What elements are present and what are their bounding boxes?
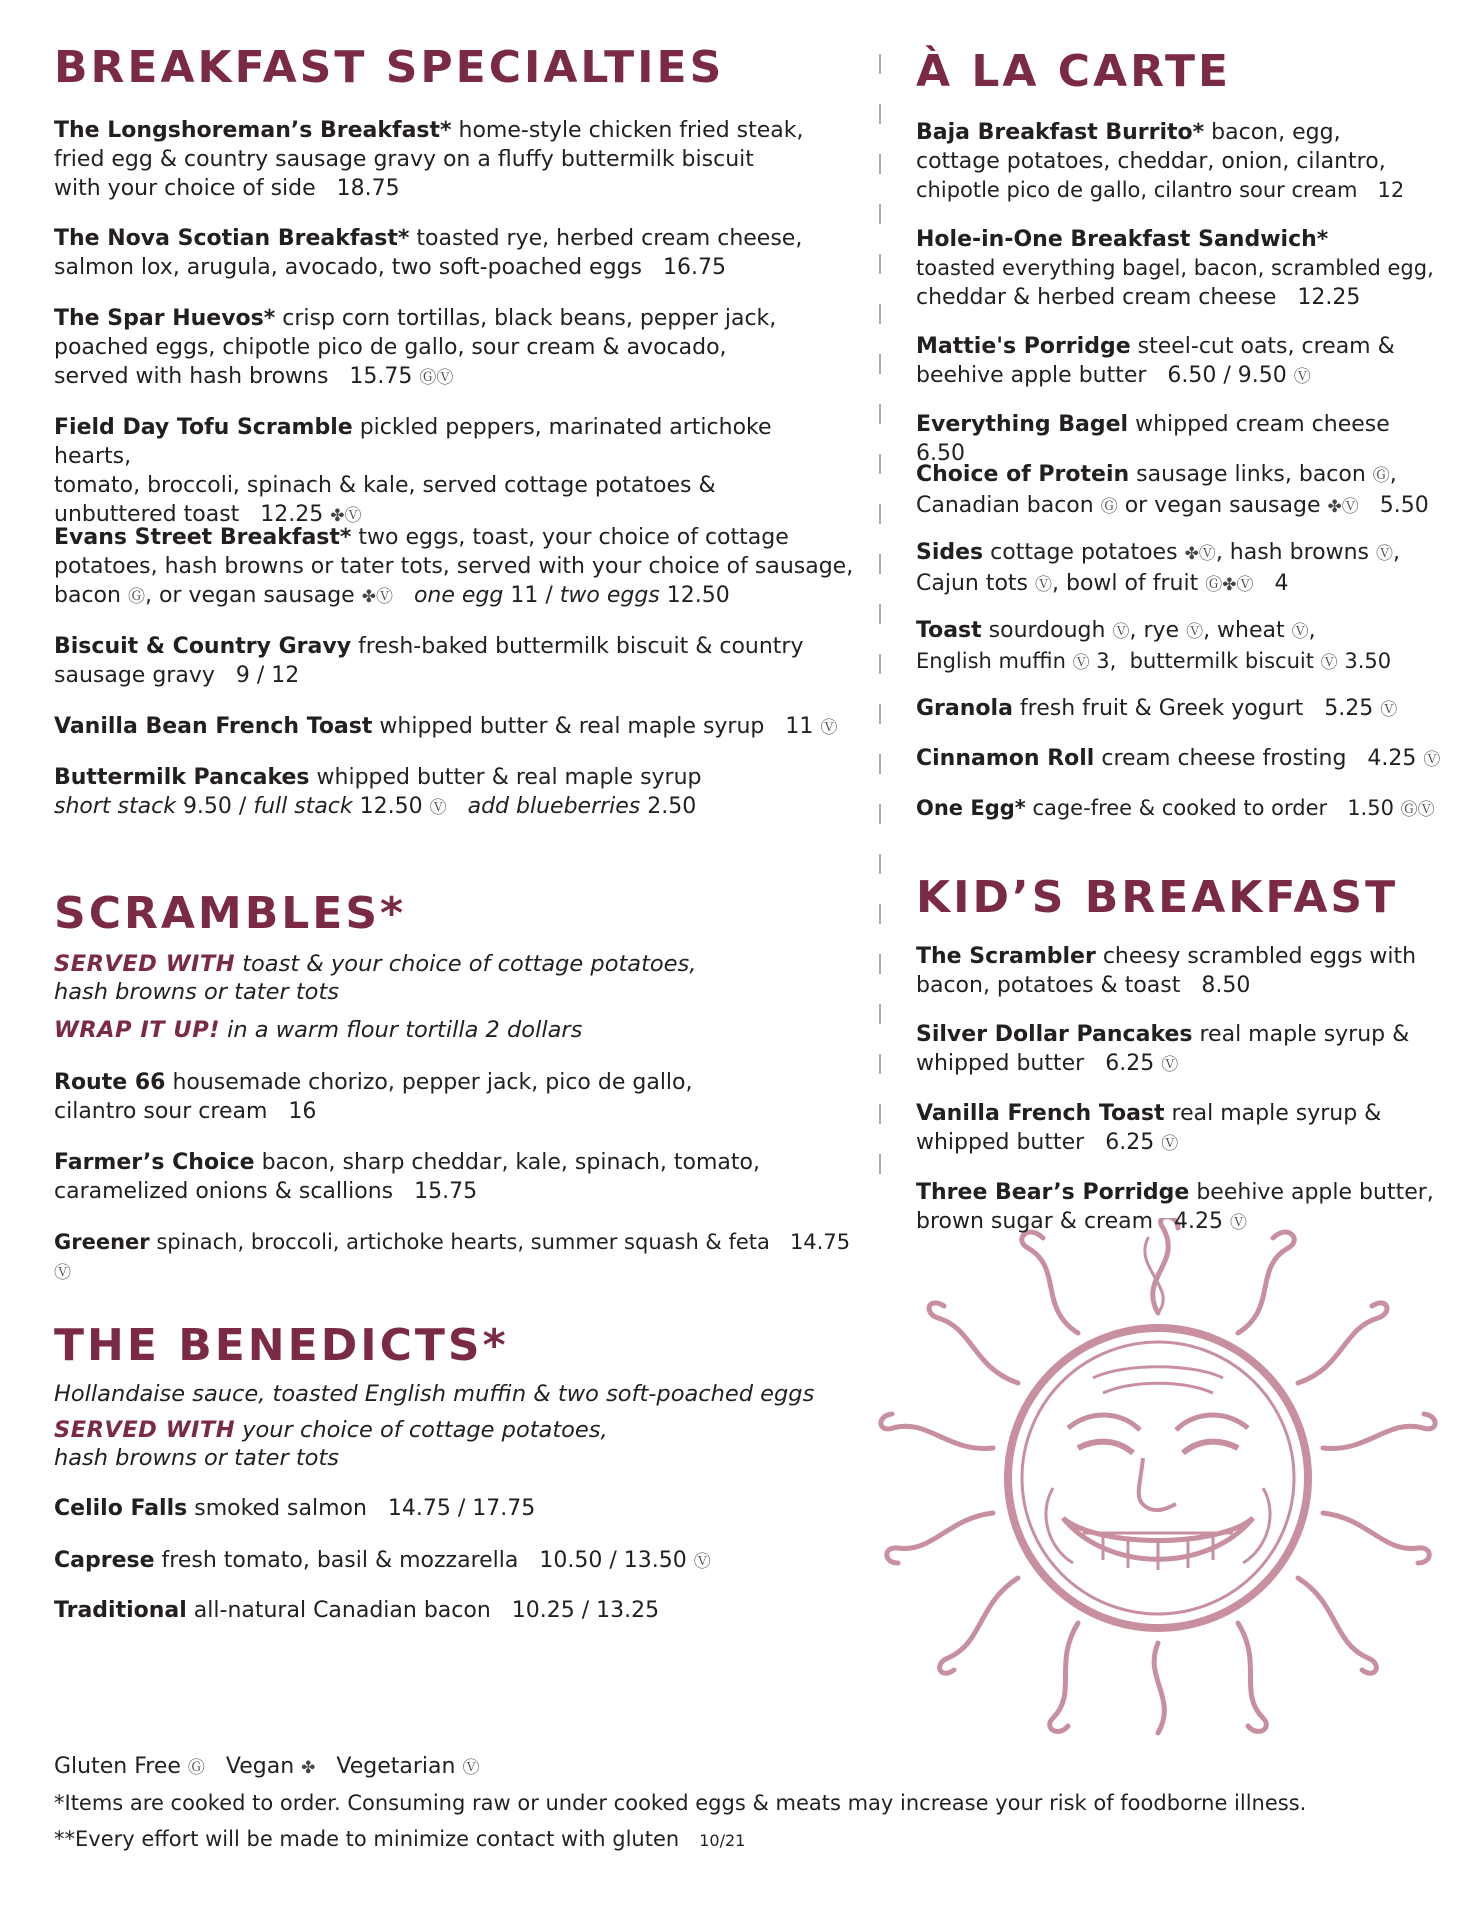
menu-date: 10/21 bbox=[699, 1831, 746, 1850]
item-desc: cottage potatoes, cheddar, onion, cilantro, bbox=[916, 149, 1386, 174]
item-desc: brown sugar & cream bbox=[916, 1209, 1154, 1234]
item-price: 15.75 bbox=[349, 364, 413, 389]
item-desc: crisp corn tortillas, black beans, pepper jack, bbox=[282, 306, 777, 331]
item-desc: fresh-baked buttermilk biscuit & country bbox=[358, 634, 804, 659]
two-eggs-price: 12.50 bbox=[666, 583, 730, 608]
gluten-free-icon: Ⓖ bbox=[1372, 466, 1390, 486]
item-desc: whipped cream cheese bbox=[1135, 412, 1390, 437]
item-price: 1.50 bbox=[1347, 796, 1394, 820]
divider-tick bbox=[879, 554, 881, 574]
item-name: Buttermilk Pancakes bbox=[54, 765, 310, 790]
menu-item-tofu-scramble bbox=[54, 413, 854, 531]
item-price: 5.50 bbox=[1379, 493, 1429, 518]
item-price: 6.50 bbox=[916, 441, 965, 466]
item-name: Vanilla French Toast bbox=[916, 1101, 1165, 1126]
divider-tick bbox=[879, 104, 881, 124]
divider-tick bbox=[879, 1154, 881, 1174]
item-name: Traditional bbox=[54, 1598, 187, 1623]
divider-tick bbox=[879, 704, 881, 724]
item-name: Greener bbox=[54, 1230, 150, 1254]
vegetarian-icon: Ⓥ bbox=[1293, 367, 1311, 387]
item-name: The Nova Scotian Breakfast* bbox=[54, 226, 410, 251]
item-desc: beehive apple butter, bbox=[1196, 1180, 1434, 1205]
divider-tick bbox=[879, 654, 881, 674]
gluten-free-icon: Ⓖ bbox=[127, 587, 145, 607]
menu-item-toast bbox=[916, 616, 1476, 678]
sun-rays bbox=[881, 1218, 1435, 1733]
menu-item-matties-porridge bbox=[916, 332, 1395, 392]
full-stack-label: full stack bbox=[253, 794, 353, 819]
vegetarian-icon: Ⓥ bbox=[820, 718, 838, 738]
divider-tick bbox=[879, 604, 881, 624]
item-price: 8.50 bbox=[1201, 973, 1251, 998]
item-price: 12 bbox=[1377, 178, 1405, 202]
divider-tick bbox=[879, 54, 881, 74]
item-desc: chipotle pico de gallo, cilantro sour cream bbox=[916, 178, 1358, 202]
dietary-icons: ⒼⓋ bbox=[419, 368, 454, 388]
item-name: Cinnamon Roll bbox=[916, 746, 1095, 771]
menu-item-hole-in-one bbox=[916, 225, 1456, 312]
item-price: 12.25 bbox=[260, 502, 324, 527]
item-price: 3, bbox=[1096, 649, 1117, 673]
menu-item-vanilla-bean-french-toast bbox=[54, 712, 837, 743]
item-price: 4.25 bbox=[1367, 746, 1417, 771]
item-name: Biscuit & Country Gravy bbox=[54, 634, 352, 659]
item-price: 6.25 bbox=[1105, 1130, 1155, 1155]
item-price: 10.50 / 13.50 bbox=[539, 1548, 687, 1573]
benedicts-heading: THE BENEDICTS* bbox=[54, 1320, 509, 1371]
menu-item-caprese bbox=[54, 1546, 711, 1577]
scrambles-heading: SCRAMBLES* bbox=[54, 888, 407, 939]
item-price: 6.25 bbox=[1105, 1051, 1155, 1076]
one-egg-label: one egg bbox=[413, 583, 504, 608]
vegetarian-icon: Ⓥ bbox=[1423, 750, 1441, 770]
vegan-vegetarian-icons: ✤Ⓥ bbox=[1184, 544, 1216, 564]
add-blueberries-price: 2.50 bbox=[647, 794, 697, 819]
item-price: 3.50 bbox=[1344, 649, 1392, 673]
scrambles-served-with bbox=[54, 950, 696, 1006]
vegetarian-icon: Ⓥ bbox=[1320, 653, 1338, 673]
gluten-free-label: Gluten Free bbox=[54, 1754, 181, 1779]
vegetarian-icon: Ⓥ bbox=[1161, 1134, 1179, 1154]
sun-face-illustration bbox=[878, 1218, 1438, 1738]
served-with-label: SERVED WITH bbox=[54, 1417, 236, 1443]
item-desc: whipped butter & real maple syrup bbox=[316, 765, 702, 790]
item-desc: spinach, broccoli, artichoke hearts, summer squash & feta bbox=[156, 1230, 770, 1254]
punctuation: , bbox=[1389, 462, 1397, 487]
menu-item-traditional bbox=[54, 1596, 659, 1625]
item-name: One Egg* bbox=[916, 796, 1026, 820]
menu-item-three-bears-porridge bbox=[916, 1178, 1434, 1238]
short-stack-price: 9.50 / bbox=[182, 794, 247, 819]
item-price: 6.50 / 9.50 bbox=[1167, 363, 1287, 388]
short-stack-label: short stack bbox=[54, 794, 176, 819]
divider-tick bbox=[879, 254, 881, 274]
footnote-gluten-text: **Every effort will be made to minimize contact with gluten bbox=[54, 1827, 680, 1851]
dietary-legend bbox=[54, 1752, 479, 1783]
menu-item-one-egg bbox=[916, 794, 1435, 825]
served-with-label: SERVED WITH bbox=[54, 951, 236, 977]
footnote-gluten bbox=[54, 1824, 745, 1856]
item-price: 18.75 bbox=[336, 176, 400, 201]
benedicts-served-with bbox=[54, 1416, 608, 1472]
item-name: Route 66 bbox=[54, 1070, 166, 1095]
item-name: Baja Breakfast Burrito* bbox=[916, 120, 1205, 145]
item-desc: caramelized onions & scallions bbox=[54, 1179, 394, 1204]
item-desc: salmon lox, arugula, avocado, two soft-poached eggs bbox=[54, 255, 642, 280]
divider-tick bbox=[879, 804, 881, 824]
item-price: 11 bbox=[785, 714, 814, 739]
dietary-icons: ⒼⓋ bbox=[1400, 800, 1435, 820]
menu-item-granola bbox=[916, 694, 1397, 725]
item-desc: , hash browns bbox=[1215, 540, 1370, 565]
vegan-icon: ✤ bbox=[301, 1758, 316, 1778]
gluten-free-icon: Ⓖ bbox=[1100, 497, 1118, 517]
item-name: Field Day Tofu Scramble bbox=[54, 415, 353, 440]
item-desc: whipped butter bbox=[916, 1051, 1085, 1076]
served-with-text: hash browns or tater tots bbox=[54, 979, 339, 1005]
two-eggs-label: two eggs bbox=[559, 583, 660, 608]
menu-item-silver-dollar-pancakes bbox=[916, 1020, 1409, 1080]
vegetarian-icon: Ⓥ bbox=[429, 798, 447, 818]
divider-tick bbox=[879, 954, 881, 974]
item-price: 16 bbox=[288, 1099, 317, 1124]
item-desc: cream cheese frosting bbox=[1101, 746, 1347, 771]
item-price: 16.75 bbox=[662, 255, 726, 280]
item-desc: cheddar & herbed cream cheese bbox=[916, 285, 1277, 310]
item-desc: real maple syrup & bbox=[1199, 1022, 1410, 1047]
item-desc: tomato, broccoli, spinach & kale, served cottage potatoes & bbox=[54, 473, 716, 498]
menu-item-greener bbox=[54, 1228, 854, 1288]
item-price: 4.25 bbox=[1174, 1209, 1224, 1234]
menu-item-longshoreman bbox=[54, 116, 804, 203]
vegetarian-icon: Ⓥ bbox=[1376, 544, 1394, 564]
item-name: Choice of Protein bbox=[916, 462, 1130, 487]
divider-tick bbox=[879, 204, 881, 224]
item-price: 10.25 / 13.25 bbox=[511, 1598, 660, 1623]
one-egg-price: 11 / bbox=[510, 583, 553, 608]
vegan-vegetarian-icons: ✤Ⓥ bbox=[361, 587, 393, 607]
item-desc: sausage links, bacon bbox=[1136, 462, 1366, 487]
item-desc: toasted rye, herbed cream cheese, bbox=[416, 226, 803, 251]
item-desc: sausage gravy bbox=[54, 663, 215, 688]
menu-item-celilo-falls bbox=[54, 1494, 535, 1523]
add-blueberries-label: add blueberries bbox=[467, 794, 641, 819]
sun-face bbox=[1008, 1328, 1308, 1628]
dietary-icons: Ⓖ✤Ⓥ bbox=[1205, 575, 1254, 595]
item-desc: bacon bbox=[54, 583, 121, 608]
item-desc: sourdough bbox=[988, 618, 1106, 643]
item-name: Three Bear’s Porridge bbox=[916, 1180, 1190, 1205]
menu-item-biscuit-gravy bbox=[54, 632, 803, 690]
item-desc: potatoes, hash browns or tater tots, served with your choice of sausage, bbox=[54, 554, 854, 579]
vegetarian-icon: Ⓥ bbox=[1072, 653, 1090, 673]
item-desc: beehive apple butter bbox=[916, 363, 1147, 388]
item-desc: or vegan sausage bbox=[1124, 493, 1321, 518]
item-desc: fresh fruit & Greek yogurt bbox=[1019, 696, 1304, 721]
vegan-label: Vegan bbox=[225, 1754, 295, 1779]
vegetarian-icon: Ⓥ bbox=[1291, 622, 1309, 642]
item-name: Vanilla Bean French Toast bbox=[54, 714, 373, 739]
item-desc: English muffin bbox=[916, 649, 1066, 673]
served-with-text: hash browns or tater tots bbox=[54, 1445, 339, 1471]
divider-tick bbox=[879, 1004, 881, 1024]
menu-item-farmers-choice bbox=[54, 1148, 760, 1206]
benedicts-intro: Hollandaise sauce, toasted English muffin & two soft-poached eggs bbox=[54, 1381, 815, 1407]
divider-tick bbox=[879, 304, 881, 324]
wrap-it-up-text: in a warm flour tortilla 2 dollars bbox=[227, 1017, 583, 1043]
divider-tick bbox=[879, 404, 881, 424]
item-desc: housemade chorizo, pepper jack, pico de gallo, bbox=[172, 1070, 693, 1095]
item-desc: unbuttered toast bbox=[54, 502, 240, 527]
item-name: The Spar Huevos* bbox=[54, 306, 276, 331]
breakfast-specialties-heading: BREAKFAST SPECIALTIES bbox=[54, 42, 725, 93]
item-desc: home-style chicken fried steak, bbox=[458, 118, 804, 143]
item-price: 15.75 bbox=[414, 1179, 478, 1204]
punctuation: , bbox=[1308, 618, 1316, 643]
menu-item-sides bbox=[916, 538, 1476, 600]
punctuation: , bbox=[1393, 540, 1401, 565]
item-desc: Canadian bacon bbox=[916, 493, 1094, 518]
item-desc: , rye bbox=[1129, 618, 1180, 643]
served-with-text: toast & your choice of cottage potatoes, bbox=[242, 951, 697, 977]
divider-tick bbox=[879, 1054, 881, 1074]
item-desc: two eggs, toast, your choice of cottage bbox=[358, 525, 789, 550]
vegetarian-icon: Ⓥ bbox=[1112, 622, 1130, 642]
item-name: Celilo Falls bbox=[54, 1496, 188, 1521]
menu-item-vanilla-french-toast bbox=[916, 1099, 1381, 1159]
item-name: The Scrambler bbox=[916, 944, 1096, 969]
item-desc: buttermilk biscuit bbox=[1129, 649, 1314, 673]
item-desc: cage-free & cooked to order bbox=[1032, 796, 1328, 820]
item-price: 9 / 12 bbox=[235, 663, 300, 688]
divider-tick bbox=[879, 1104, 881, 1124]
item-desc: whipped butter bbox=[916, 1130, 1085, 1155]
vegetarian-icon: Ⓥ bbox=[1380, 700, 1398, 720]
item-desc: toasted everything bagel, bacon, scrambled egg, bbox=[916, 256, 1434, 280]
item-desc: served with hash browns bbox=[54, 364, 329, 389]
divider-tick bbox=[879, 454, 881, 474]
item-desc: steel-cut oats, cream & bbox=[1137, 334, 1395, 359]
item-desc: bacon, egg, bbox=[1211, 120, 1341, 145]
served-with-text: your choice of cottage potatoes, bbox=[242, 1417, 608, 1443]
menu-item-nova-scotian bbox=[54, 224, 802, 282]
item-price: 5.25 bbox=[1324, 696, 1374, 721]
item-desc: fresh tomato, basil & mozzarella bbox=[161, 1548, 519, 1573]
vegetarian-icon: Ⓥ bbox=[1161, 1055, 1179, 1075]
full-stack-price: 12.50 bbox=[359, 794, 423, 819]
item-desc: real maple syrup & bbox=[1171, 1101, 1382, 1126]
wrap-it-up-label: WRAP IT UP! bbox=[54, 1017, 220, 1043]
item-desc: smoked salmon bbox=[194, 1496, 367, 1521]
menu-item-scrambler bbox=[916, 942, 1416, 1000]
vegetarian-icon: Ⓥ bbox=[1035, 575, 1053, 595]
item-desc: whipped butter & real maple syrup bbox=[379, 714, 765, 739]
item-desc: all-natural Canadian bacon bbox=[193, 1598, 491, 1623]
item-name: Caprese bbox=[54, 1548, 155, 1573]
item-price: 14.75 bbox=[789, 1230, 851, 1254]
item-name: Toast bbox=[916, 618, 982, 643]
item-name: Mattie's Porridge bbox=[916, 334, 1131, 359]
vegetarian-icon: Ⓥ bbox=[54, 1263, 71, 1283]
item-desc: bacon, sharp cheddar, kale, spinach, tomato, bbox=[261, 1150, 760, 1175]
menu-item-buttermilk-pancakes bbox=[54, 763, 702, 823]
menu-item-baja-burrito bbox=[916, 118, 1456, 205]
item-name: Everything Bagel bbox=[916, 412, 1129, 437]
item-desc: cilantro sour cream bbox=[54, 1099, 268, 1124]
item-name: Evans Street Breakfast* bbox=[54, 525, 352, 550]
item-desc: , wheat bbox=[1203, 618, 1285, 643]
item-name: Sides bbox=[916, 540, 984, 565]
item-price: 4 bbox=[1274, 571, 1289, 596]
item-desc: Cajun tots bbox=[916, 571, 1029, 596]
item-name: Hole-in-One Breakfast Sandwich* bbox=[916, 227, 1329, 252]
item-price: 14.75 / 17.75 bbox=[387, 1496, 536, 1521]
item-name: Granola bbox=[916, 696, 1013, 721]
item-desc: pickled peppers, marinated artichoke hearts, bbox=[54, 415, 772, 469]
divider-tick bbox=[879, 154, 881, 174]
item-desc: fried egg & country sausage gravy on a fluffy buttermilk biscuit bbox=[54, 147, 754, 172]
vegetarian-icon: Ⓥ bbox=[1230, 1213, 1248, 1233]
kids-breakfast-heading: KID’S BREAKFAST bbox=[916, 872, 1399, 923]
menu-item-spar-huevos bbox=[54, 304, 776, 393]
item-desc: , or vegan sausage bbox=[144, 583, 355, 608]
menu-item-choice-of-protein bbox=[916, 460, 1456, 522]
item-desc: , bowl of fruit bbox=[1052, 571, 1199, 596]
vegetarian-label: Vegetarian bbox=[336, 1754, 456, 1779]
divider-tick bbox=[879, 504, 881, 524]
menu-item-route-66 bbox=[54, 1068, 693, 1126]
divider-tick bbox=[879, 754, 881, 774]
divider-tick bbox=[879, 904, 881, 924]
item-desc: cottage potatoes bbox=[990, 540, 1178, 565]
vegetarian-icon: Ⓥ bbox=[693, 1552, 711, 1572]
vegetarian-icon: Ⓥ bbox=[1186, 622, 1204, 642]
item-name: Silver Dollar Pancakes bbox=[916, 1022, 1193, 1047]
divider-tick bbox=[879, 854, 881, 874]
item-price: 12.25 bbox=[1297, 285, 1361, 310]
item-desc: with your choice of side bbox=[54, 176, 316, 201]
item-name: The Longshoreman’s Breakfast* bbox=[54, 118, 452, 143]
menu-item-cinnamon-roll bbox=[916, 744, 1440, 775]
item-desc: cheesy scrambled eggs with bbox=[1102, 944, 1417, 969]
item-name: Farmer’s Choice bbox=[54, 1150, 255, 1175]
dietary-icons: ✤Ⓥ bbox=[330, 506, 362, 526]
vegetarian-icon: Ⓥ bbox=[462, 1758, 480, 1778]
item-desc: poached eggs, chipotle pico de gallo, sour cream & avocado, bbox=[54, 335, 727, 360]
wrap-it-up bbox=[54, 1016, 582, 1044]
vegan-vegetarian-icons: ✤Ⓥ bbox=[1327, 497, 1359, 517]
gluten-free-icon: Ⓖ bbox=[187, 1758, 205, 1778]
a-la-carte-heading: À LA CARTE bbox=[916, 46, 1232, 97]
menu-item-evans-street bbox=[54, 523, 874, 612]
footnote-raw-eggs: *Items are cooked to order. Consuming raw or under cooked eggs & meats may increase your risk of foodborne illness. bbox=[54, 1791, 1307, 1815]
divider-tick bbox=[879, 354, 881, 374]
item-desc: bacon, potatoes & toast bbox=[916, 973, 1181, 998]
